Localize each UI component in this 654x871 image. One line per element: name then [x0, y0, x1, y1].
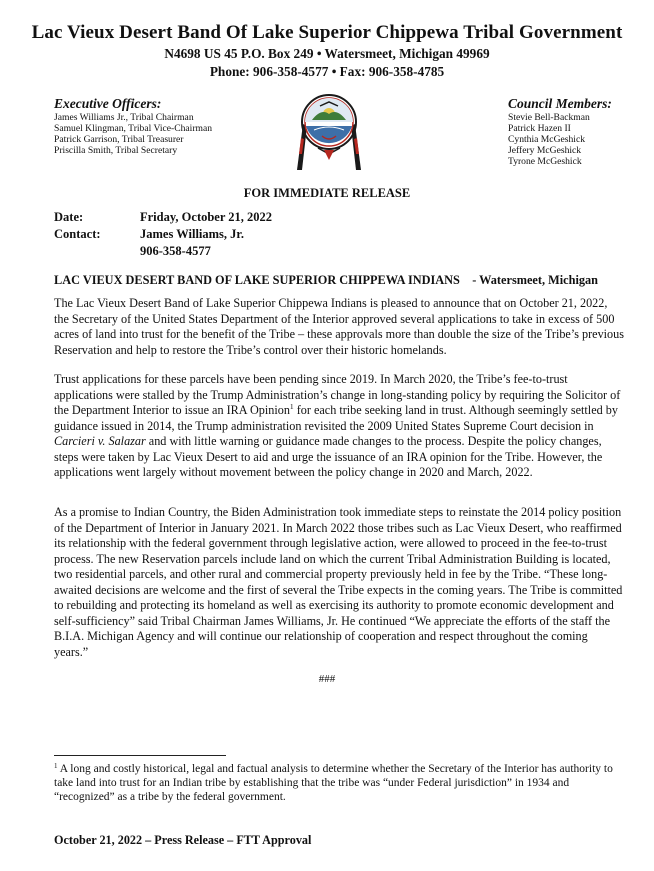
tribal-seal-icon — [294, 84, 364, 176]
body-paragraph-2 — [54, 372, 624, 481]
council-member-item: Stevie Bell-Backman — [508, 112, 590, 123]
paragraph-2-text: and with little warning or guidance made changes to the process. Despite the policy changes, steps were taken by Lac Vieux Desert to aid and urge the issuance of an IRA opinion for the Tribe. However, the applications went largely without movement between the policy change in 2020 and March, 2022. — [54, 434, 603, 479]
footnote-text: A long and costly historical, legal and factual analysis to determine whether the Secretary of the Interior has authority to take land into trust for an Indian tribe by establishing that the tribe was “under Federal jurisdiction” in 1934 and “recognized” as a tribe by the federal government. — [54, 763, 613, 804]
executive-officers-heading: Executive Officers: — [54, 96, 162, 111]
council-members — [508, 96, 612, 167]
council-member-item: Patrick Hazen II — [508, 123, 571, 135]
date-value: Friday, October 21, 2022 — [140, 210, 273, 224]
footnote-divider — [54, 755, 226, 756]
executive-officers — [54, 96, 212, 156]
footnote-reference[interactable]: 1 — [289, 402, 294, 411]
footnote — [54, 762, 626, 805]
body-paragraph-1: The Lac Vieux Desert Band of Lake Superior Chippewa Indians is pleased to announce that on October 21, 2022, the Secretary of the United States Department of the Interior approved several applications to take in excess of 500 acres of land into trust for the benefit of the Tribe – these approvals more than double the size of the Tribe’s previous Reservation and help to restore the Tribe’s control over their historic homelands. — [54, 296, 624, 357]
date-row — [54, 209, 272, 226]
contact-phone-row — [54, 243, 272, 260]
council-members-heading: Council Members: — [508, 96, 612, 111]
headline — [54, 273, 598, 288]
contact-name: James Williams, Jr. — [140, 227, 244, 241]
council-member-item: Jeffery McGeshick — [508, 145, 582, 157]
executive-officer-item: Priscilla Smith, Tribal Secretary — [54, 145, 178, 157]
release-meta — [54, 209, 272, 260]
contact-row — [54, 226, 272, 243]
body-paragraph-3: As a promise to Indian Country, the Biden Administration took immediate steps to reinstate the 2014 policy position of the Department of Interior in January 2021. In March 2022 those tribes such as Lac Vieux Desert, who reaffirmed its relationship with the federal government through legislative action, were allowed to proceed in the fee-to-trust process. The new Reservation parcels include land on which the current Tribal Administration Building is located, two residential parcels, and other rural and commercial property previously held in fee by the Tribe. “These long-awaited decisions are welcome and the first of several the Tribe expects in the coming years. The Tribe is committed to rebuilding and protecting its homeland as well as exercising its authority to promote economic development and self-sufficiency” said Tribal Chairman James Williams, Jr. He continued “We appreciate the efforts of the staff the B.I.A. Michigan Agency and will continue our relationship of cooperation and respect throughout the coming years.” — [54, 505, 623, 659]
headline-location: - Watersmeet, Michigan — [472, 273, 599, 287]
council-member-item: Cynthia McGeshick — [508, 134, 586, 146]
contact-label: Contact: — [54, 227, 101, 241]
organization-address: N4698 US 45 P.O. Box 249 • Watersmeet, Michigan 49969 — [164, 46, 490, 61]
footnote-number: 1 — [54, 762, 58, 770]
headline-main: LAC VIEUX DESERT BAND OF LAKE SUPERIOR CHIPPEWA INDIANS — [54, 273, 460, 287]
release-label: FOR IMMEDIATE RELEASE — [243, 186, 411, 200]
case-name: Carcieri v. Salazar — [54, 434, 146, 448]
executive-officer-item: Patrick Garrison, Tribal Treasurer — [54, 134, 184, 146]
contact-phone: 906-358-4577 — [140, 244, 211, 258]
date-label: Date: — [54, 210, 84, 224]
page-footer: October 21, 2022 – Press Release – FTT Approval — [54, 833, 312, 847]
end-mark: ### — [318, 673, 336, 685]
executive-officer-item: James Williams Jr., Tribal Chairman — [54, 112, 194, 123]
paragraph-2-text: for each tribe seeking land in trust. Although seemingly settled by guidance issued in 2014, the Trump administration revisited the 2009 United States Supreme Court decision in — [54, 403, 618, 433]
organization-phone-fax: Phone: 906-358-4577 • Fax: 906-358-4785 — [209, 64, 445, 79]
paragraph-2-text: Trust applications for these parcels have been pending since 2019. In March 2020, the Tribe’s fee-to-trust applications were stalled by the Trump Administration’s change in long-standing policy by requiring the Solicitor of the Department Interior to issue an IRA Opinion — [54, 372, 621, 417]
executive-officer-item: Samuel Klingman, Tribal Vice-Chairman — [54, 123, 213, 135]
organization-title: Lac Vieux Desert Band Of Lake Superior Chippewa Tribal Government — [31, 22, 623, 43]
council-member-item: Tyrone McGeshick — [508, 156, 582, 168]
